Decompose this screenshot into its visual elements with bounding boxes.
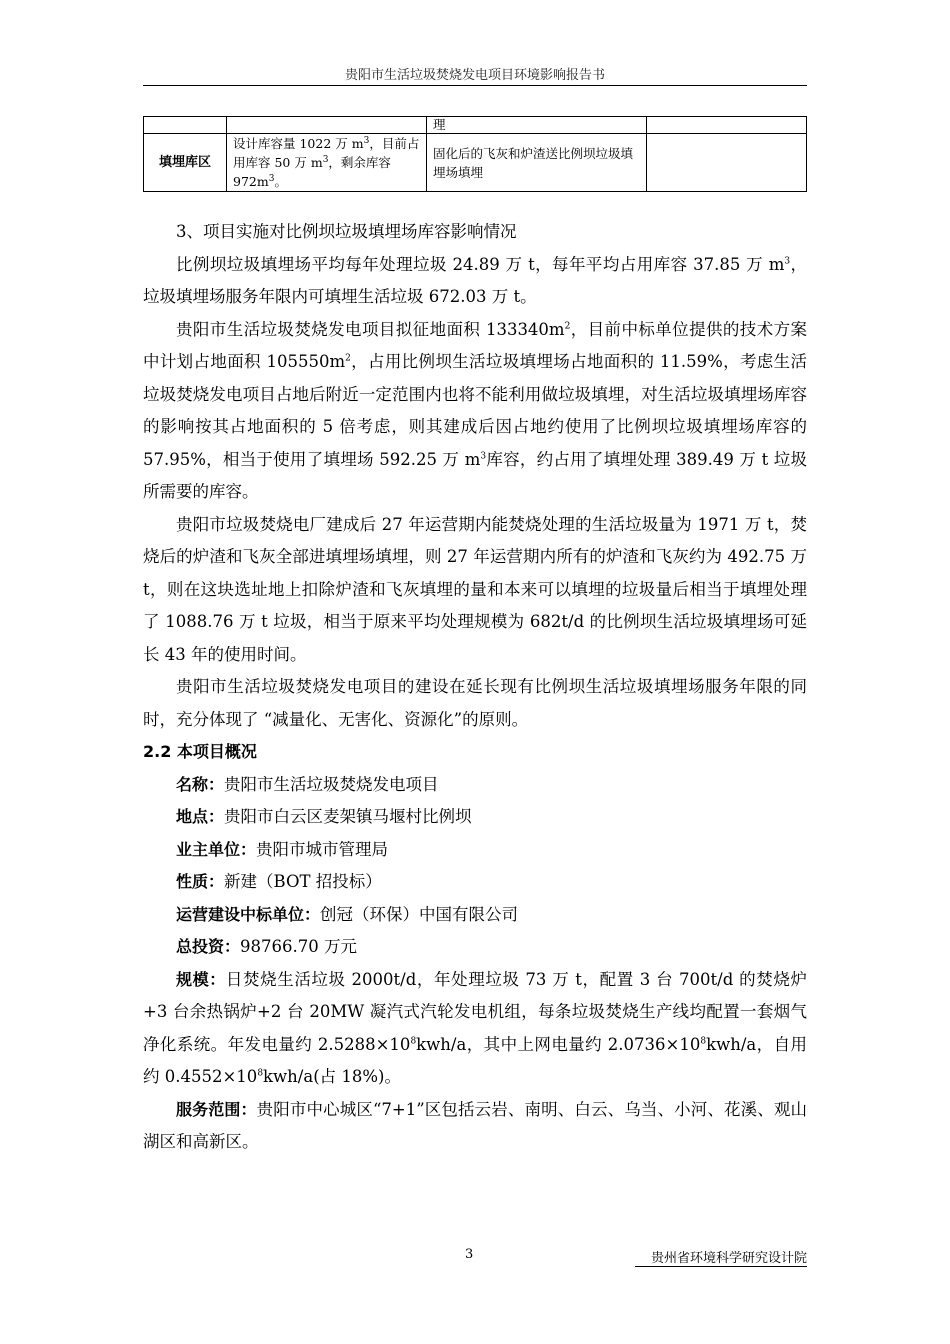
- info-location: [143, 801, 807, 834]
- value: kwh/a，其中上网电量约 2.0736×10: [416, 1034, 701, 1054]
- paragraph: 贵阳市生活垃圾焚烧发电项目的建设在延长现有比例坝生活垃圾填埋场服务年限的同时，充分体现了 “减量化、无害化、资源化”的原则。: [143, 677, 807, 729]
- value: 贵阳市生活垃圾焚烧发电项目: [224, 774, 439, 794]
- document-body: [143, 216, 807, 1159]
- text: 库容，约占用了填埋处理 389.49 万 t 垃圾所需要的库容。: [143, 449, 807, 501]
- superscript: 3: [480, 451, 487, 461]
- section-heading: 2.2 本项目概况: [143, 742, 257, 761]
- text: ，目前中标单位提供的技术方案中计划占地面积 105550m: [143, 319, 808, 371]
- superscript: 3: [363, 135, 370, 146]
- info-service-area: [143, 1094, 807, 1159]
- info-nature: [143, 866, 807, 899]
- paragraph: 贵阳市垃圾焚烧电厂建成后 27 年运营期内能焚烧处理的生活垃圾量为 1971 万 t，焚烧后的炉渣和飞灰全部进填埋场填埋，则 27 年运营期内所有的炉渣和飞灰约为 492.75 万 t，则在这块选址地上扣除炉渣和飞灰填埋的量和本来可以填埋的垃圾量后相当于填埋处理了 1088.76 万 t 垃圾，相当于原来平均处理规模为 682t/d 的比例坝生活垃圾填埋场可延长 43 年的使用时间。: [143, 514, 807, 664]
- superscript: 3: [784, 256, 791, 266]
- label: 服务范围：: [176, 1099, 257, 1119]
- value: 98766.70 万元: [240, 937, 357, 956]
- facility-table: [143, 116, 807, 192]
- value: 贵阳市城市管理局: [256, 839, 389, 859]
- table-cell-label: 填埋库区: [144, 134, 227, 192]
- table-cell: 理: [427, 117, 647, 134]
- label: 地点：: [176, 807, 225, 826]
- value: 贵阳市白云区麦架镇马堰村比例坝: [224, 807, 472, 826]
- label: 名称：: [176, 774, 225, 794]
- page-header-title: 贵阳市生活垃圾焚烧发电项目环境影响报告书: [344, 68, 605, 83]
- superscript: 8: [700, 1036, 707, 1046]
- footer-organization: 贵州省环境科学研究设计院: [650, 1251, 807, 1266]
- text: 比例坝垃圾填埋场平均每年处理垃圾 24.89 万 t，每年平均占用库容 37.85 万 m: [176, 254, 785, 274]
- superscript: 8: [257, 1068, 264, 1079]
- info-owner: [143, 834, 807, 867]
- footer-rule: [635, 1266, 807, 1267]
- superscript: 3: [322, 154, 329, 165]
- value: 创冠（环保）中国有限公司: [320, 904, 519, 924]
- label: 规模：: [176, 969, 226, 989]
- value: 日焚烧生活垃圾 2000t/d，年处理垃圾 73 万 t，配置 3 台 700t/d 的焚烧炉+3 台余热锅炉+2 台 20MW 凝汽式汽轮发电机组，每条垃圾焚烧生产线均配置一套烟气净化系统。年发电量约 2.5288×10: [143, 969, 807, 1054]
- label: 业主单位：: [176, 839, 257, 859]
- table-cell: [647, 117, 807, 134]
- text: ，目前占用库容 50 万 m: [233, 136, 420, 170]
- label: 运营建设中标单位：: [176, 904, 321, 924]
- superscript: 2: [345, 353, 351, 364]
- label: 总投资：: [176, 937, 241, 956]
- table-cell-disposal: 固化后的飞灰和炉渣送比例坝垃圾填埋场填埋: [427, 134, 647, 192]
- text: ，垃圾填埋场服务年限内可填埋生活垃圾 672.03 万 t。: [143, 254, 808, 306]
- superscript: 2: [564, 321, 571, 331]
- table-cell: [227, 117, 427, 134]
- paragraph: [143, 249, 807, 314]
- paragraph: [143, 314, 807, 509]
- table-cell: [647, 134, 807, 192]
- superscript: 8: [410, 1036, 417, 1046]
- label: 性质：: [176, 872, 225, 891]
- page-number: 3: [465, 1247, 474, 1262]
- text: ，占用比例坝生活垃圾填埋场占地面积的 11.59%，考虑生活垃圾焚烧发电项目占地后附近一定范围内也将不能利用做垃圾填埋，对生活垃圾填埋场库容的影响按其占地面积的 5 倍考虑，则其建成后因占地约使用了比例坝垃圾填埋场库容的 57.95%，相当于使用了填埋场 592.25 万 m: [143, 352, 807, 469]
- info-operator: [143, 899, 807, 932]
- table-cell-capacity: [227, 134, 427, 192]
- table-row: [144, 134, 807, 192]
- value: 新建（BOT 招投标）: [224, 872, 382, 891]
- info-scale: [143, 964, 807, 1094]
- header-rule: [143, 85, 807, 86]
- info-name: [143, 769, 807, 802]
- text: 。: [274, 174, 287, 189]
- text: 设计库容量 1022 万 m: [233, 136, 364, 151]
- superscript: 3: [268, 173, 275, 184]
- info-investment: [143, 931, 807, 964]
- table-row: [144, 117, 807, 134]
- text: ，剩余库容 972m: [233, 155, 391, 189]
- text: 贵阳市生活垃圾焚烧发电项目拟征地面积 133340m: [176, 319, 565, 339]
- value: 贵阳市中心城区“7+1”区包括云岩、南明、白云、乌当、小河、花溪、观山湖区和高新区。: [143, 1099, 807, 1151]
- subheading: 3、项目实施对比例坝垃圾填埋场库容影响情况: [176, 222, 517, 241]
- value: kwh/a(占 18%)。: [263, 1067, 401, 1086]
- value: kwh/a，自用约 0.4552×10: [143, 1034, 807, 1086]
- table-cell: [144, 117, 227, 134]
